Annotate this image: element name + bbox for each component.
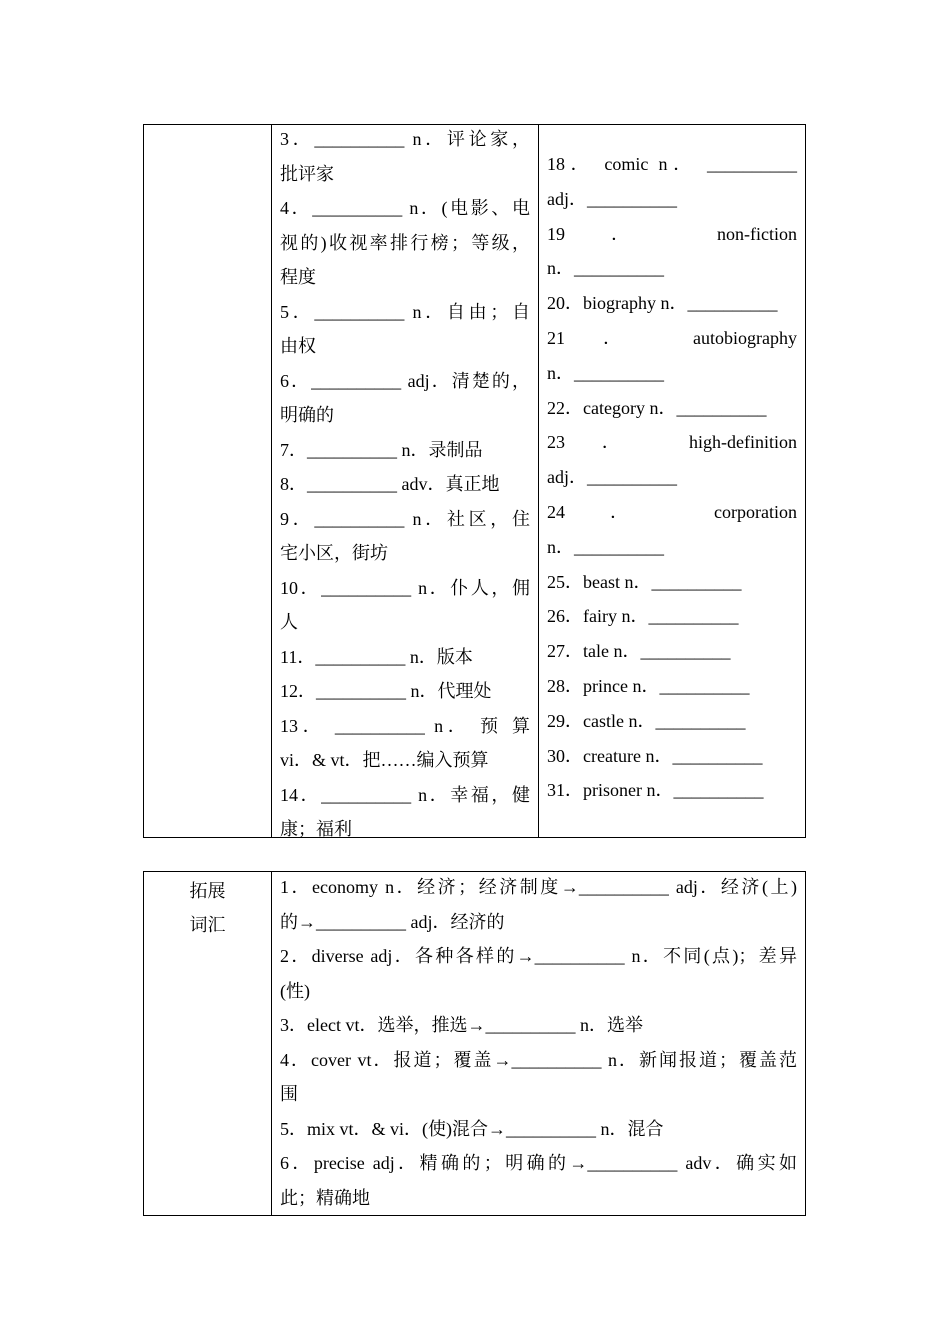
list-item: 4．cover vt．报道；覆盖→__________ n．新闻报道；覆盖范: [280, 1049, 797, 1070]
category-cell: [144, 872, 272, 1215]
list-item: 11．__________ n．版本: [280, 646, 473, 667]
list-item: 2．diverse adj．各种各样的→__________ n．不同(点)；差异: [280, 946, 797, 966]
list-item: 22．category n．__________: [547, 397, 767, 418]
list-item: (性): [280, 980, 310, 1001]
list-item: vi．& vt．把……编入预算: [280, 750, 489, 770]
list-item: n．__________: [547, 258, 664, 279]
list-item: 人: [280, 612, 298, 632]
list-item: 25．beast n．__________: [547, 571, 742, 592]
list-item: 20．biography n．__________: [547, 293, 778, 314]
list-item: 23 ． high-definition: [547, 432, 797, 453]
list-item: 3．__________ n．评论家，: [280, 129, 530, 149]
list-item: 1．economy n．经济；经济制度→__________ adj．经济(上): [280, 877, 797, 897]
list-item: 6．__________ adj．清楚的，: [280, 370, 530, 391]
list-item: 的→__________ adj．经济的: [280, 911, 505, 932]
list-item: 程度: [280, 267, 316, 287]
word-column-right: [539, 125, 805, 837]
list-item: 8．__________ adv．真正地: [280, 474, 500, 494]
list-item: 4．__________ n．(电影、电: [280, 198, 530, 218]
extended-vocab-column: [272, 872, 805, 1215]
list-item: 21 ． autobiography: [547, 327, 797, 348]
list-item: 此；精确地: [280, 1187, 370, 1208]
list-item: n．__________: [547, 362, 664, 383]
list-item: 24 ． corporation: [547, 501, 797, 522]
list-item: 批评家: [280, 163, 334, 184]
list-item: 宅小区，街坊: [280, 543, 388, 563]
list-item: 30．creature n．__________: [547, 745, 763, 766]
list-item: 27．tale n．__________: [547, 641, 731, 662]
list-item: 5．__________ n．自由；自: [280, 301, 530, 322]
list-item: 5．mix vt．& vi．(使)混合→__________ n．混合: [280, 1118, 664, 1139]
list-item: 9．__________ n．社区，住: [280, 508, 530, 529]
list-item: 7．__________ n．录制品: [280, 439, 483, 460]
vocab-table-2: [143, 871, 806, 1216]
list-item: 19 ． non-fiction: [547, 223, 797, 244]
vocab-table-1: [143, 124, 806, 838]
word-column-left: [272, 125, 539, 837]
list-item: 13． __________ n． 预 算: [280, 715, 530, 736]
list-item: 12．__________ n．代理处: [280, 681, 492, 701]
category-label-line1: 拓展: [189, 881, 226, 901]
category-cell-empty: [144, 125, 272, 837]
list-item: 3．elect vt．选举，推选→__________ n．选举: [280, 1015, 643, 1035]
list-item: 10．__________ n．仆人，佣: [280, 577, 530, 598]
list-item: 明确的: [280, 405, 334, 425]
list-item: adj．__________: [547, 467, 677, 488]
list-item: 14．__________ n．幸福，健: [280, 784, 530, 805]
list-item: 31．prisoner n．__________: [547, 780, 764, 801]
list-item: 由权: [280, 336, 316, 356]
list-item: 18． comic n． __________: [547, 154, 797, 174]
list-item: 康；福利: [280, 819, 352, 839]
category-label-line2: 词汇: [189, 915, 226, 935]
list-item: 28．prince n．__________: [547, 675, 750, 696]
list-item: n．__________: [547, 536, 664, 557]
list-item: 29．castle n．__________: [547, 710, 746, 731]
list-item: 围: [280, 1084, 298, 1104]
list-item: 26．fairy n．__________: [547, 606, 739, 627]
list-item: adj．__________: [547, 188, 677, 209]
list-item: 6．precise adj．精确的；明确的→__________ adv．确实如: [280, 1153, 797, 1173]
list-item: 视的)收视率排行榜；等级，: [280, 232, 530, 253]
